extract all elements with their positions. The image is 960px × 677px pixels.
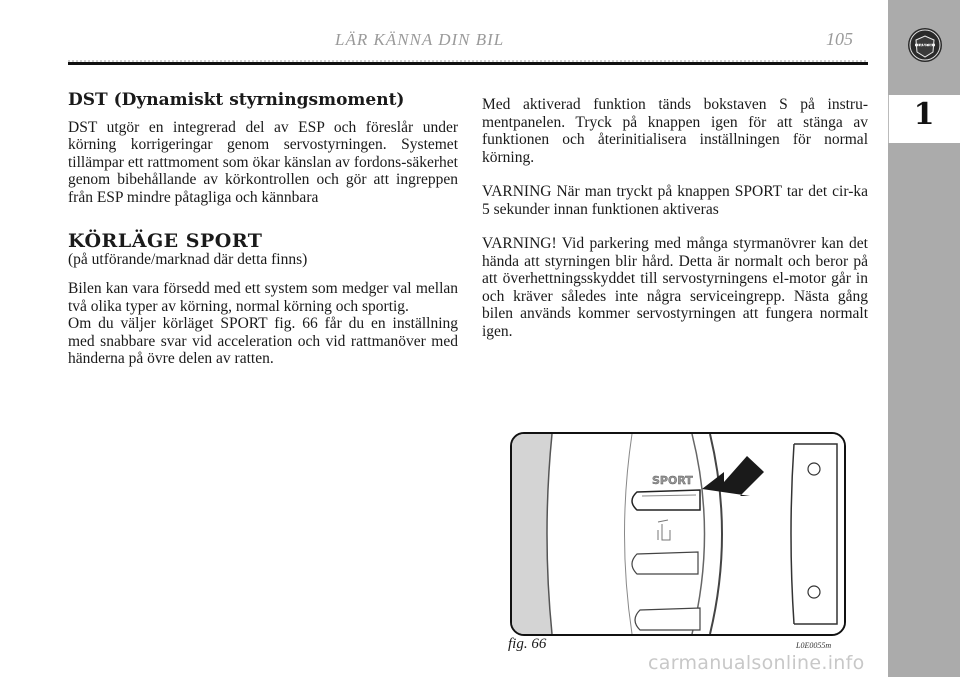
arrow-icon [702,456,764,496]
header-rule [68,62,868,65]
sport-heading: KÖRLÄGE SPORT [68,230,263,252]
page-number: 105 [826,29,853,49]
svg-text:LANCIA: LANCIA [917,43,933,48]
dst-body: DST utgör en integrerad del av ESP och föreslår under körning korrigeringar genom servostyrningen. Systemet tillämpar ett rattmoment som ökar känslan av fordons-säkerhet genom bibehållande av körkontrollen och gör att ingreppen från ESP mindre påtagliga och kännbara [68,118,458,206]
sport-body-1: Bilen kan vara försedd med ett system som medger val mellan två olika typer av körning, normal körning och sportig. [68,280,458,315]
sport-button-label: SPORT [652,474,693,487]
figure-caption: fig. 66 [508,636,547,652]
warning-para-1: VARNING När man tryckt på knappen SPORT tar det cir-ka 5 sekunder innan funktionen aktiveras [482,183,868,218]
sport-subheading: (på utförande/marknad där detta finns) [68,250,308,268]
left-column [68,92,458,368]
right-para-1: Med aktiverad funktion tänds bokstaven S på instru-mentpanelen. Tryck på knappen igen för att stänga av funktionen och återinitialisera inställningen för normal körning. [482,96,868,166]
sport-body-2: Om du väljer körläget SPORT fig. 66 får du en inställning med snabbare svar vid acceleration och vid rattmanöver med händerna på övre delen av ratten. [68,315,458,367]
sport-button-illustration [512,434,844,634]
watermark: carmanualsonline.info [648,652,865,674]
figure-code: L0E0055m [796,641,832,650]
chapter-number: 1 [913,97,935,132]
lancia-logo [905,25,945,65]
warning-para-2: VARNING! Vid parkering med många styrmanövrer kan det hända att styrningen blir hård. Detta är normalt och beror på att överhettningsskyddet till servostyrningens el-motor går in och kräver således inte några serviceingrepp. Nästa gång bilen används kommer servostyrningen att fungera normalt igen. [482,235,868,340]
figure-sport-button [510,432,846,636]
right-column [482,96,868,340]
running-header-title: LÄR KÄNNA DIN BIL [335,30,505,49]
dst-heading: DST (Dynamiskt styrningsmoment) [68,90,405,110]
